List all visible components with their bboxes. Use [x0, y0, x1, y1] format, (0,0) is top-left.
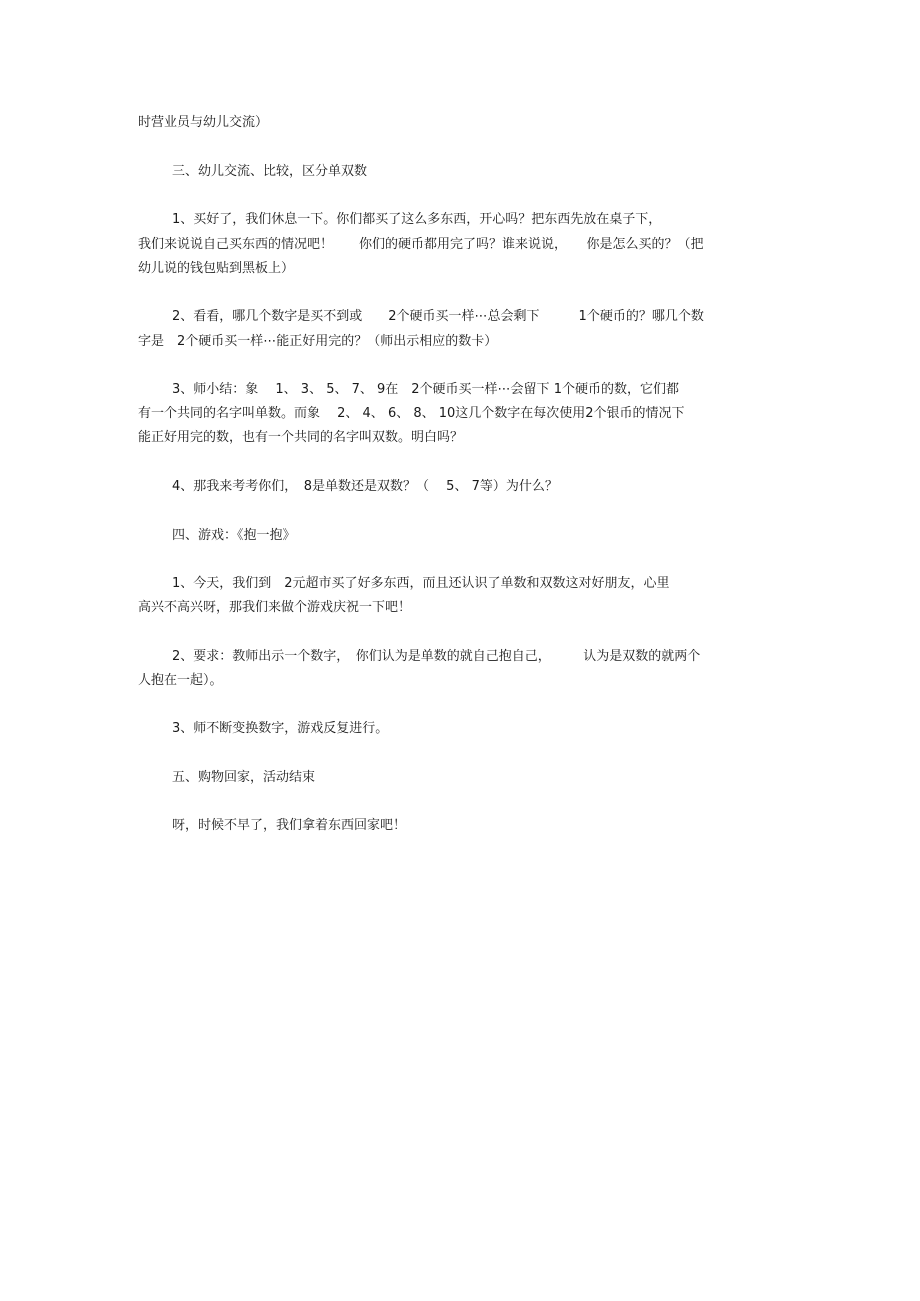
text-line: 人抱在一起）。 — [138, 673, 223, 688]
text-line: 能正好用完的数，也有一个共同的名字叫双数。明白吗？ — [138, 430, 464, 445]
section-heading: 三、幼儿交流、比较，区分单双数 — [172, 164, 368, 179]
section-heading: 四、游戏：《抱一抱》 — [172, 528, 296, 543]
text-line: 我们来说说自己买东西的情况吧！ 你们的硬币都用完了吗？谁来说说， 你是怎么买的？（把 — [138, 237, 704, 252]
section-heading: 五、购物回家，活动结束 — [172, 770, 316, 785]
text-line: 3、师小结：象 1、 3、 5、 7、 9在 2个硬币买一样⋯会留下 1个硬币的数，它们都 — [172, 382, 679, 397]
text-line: 高兴不高兴呀，那我们来做个游戏庆祝一下吧！ — [138, 600, 412, 615]
text-line: 时营业员与幼儿交流） — [138, 115, 269, 130]
text-line: 4、那我来考考你们， 8是单数还是双数？（ 5、 7等）为什么？ — [172, 479, 558, 494]
text-line: 呀，时候不早了，我们拿着东西回家吧！ — [172, 818, 407, 833]
text-line: 2、看看，哪几个数字是买不到或 2个硬币买一样⋯总会剩下 1个硬币的？哪几个数 — [172, 309, 704, 324]
text-line: 2、要求：教师出示一个数字， 你们认为是单数的就自己抱自己， 认为是双数的就两个 — [172, 649, 701, 664]
text-line: 1、今天，我们到 2元超市买了好多东西，而且还认识了单数和双数这对好朋友，心里 — [172, 576, 670, 591]
text-line: 1、买好了，我们休息一下。你们都买了这么多东西，开心吗？把东西先放在桌子下， — [172, 212, 662, 227]
text-line: 字是 2个硬币买一样⋯能正好用完的？（师出示相应的数卡） — [138, 334, 498, 349]
text-line: 3、师不断变换数字，游戏反复进行。 — [172, 721, 389, 736]
text-line: 有一个共同的名字叫单数。而象 2、 4、 6、 8、 10这几个数字在每次使用2个银币的情况下 — [138, 406, 685, 421]
text-line: 幼儿说的钱包贴到黑板上） — [138, 261, 295, 276]
